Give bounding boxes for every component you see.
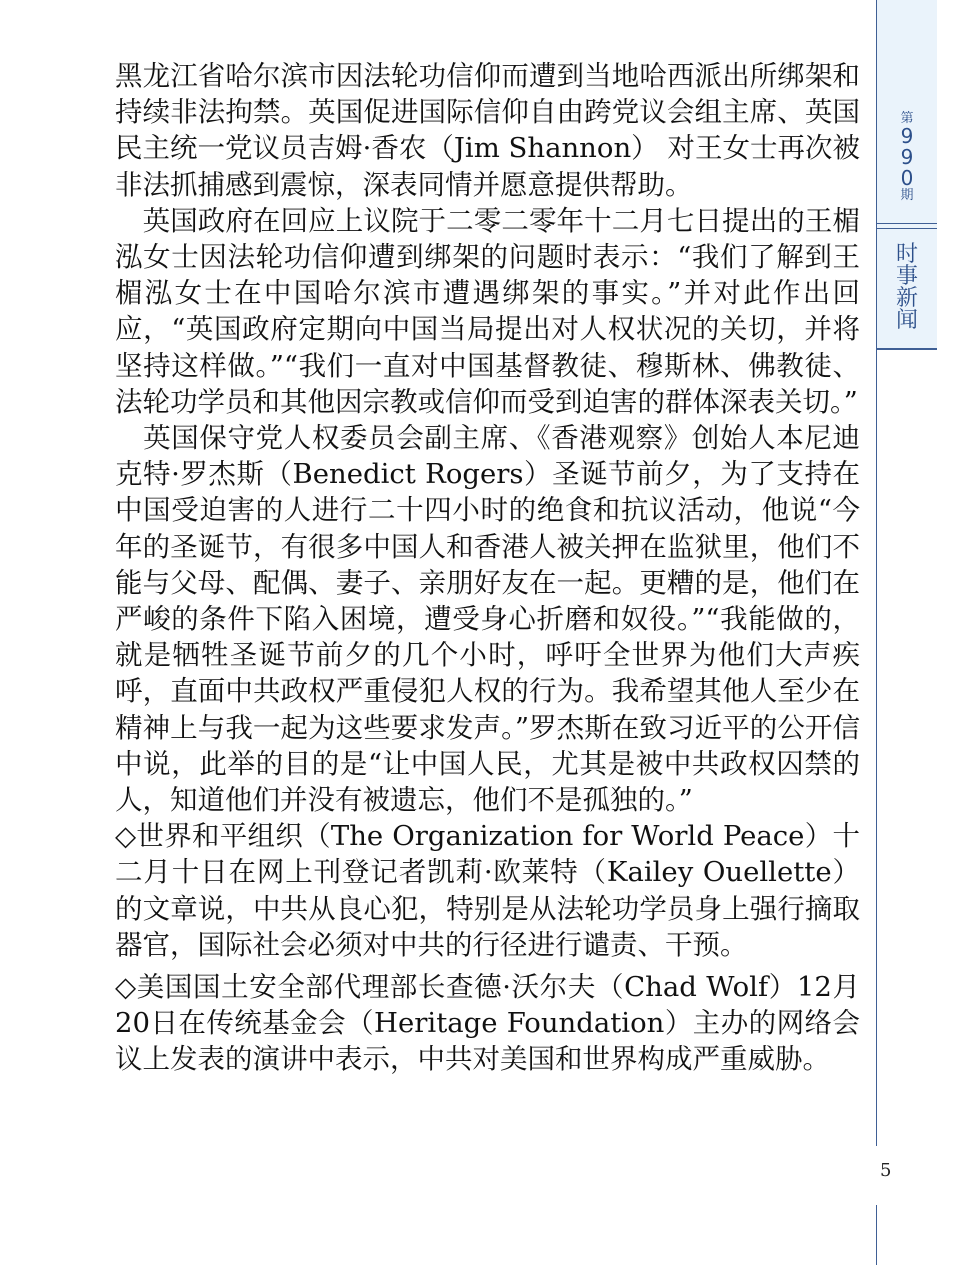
section-label [877, 244, 937, 332]
paragraph-3: 英国保守党人权委员会副主席、《香港观察》创始人本尼迪克特·罗杰斯（Benedict Rogers）圣诞节前夕，为了支持在中国受迫害的人进行二十四小时的绝食和抗议活动，他说“今年的圣诞节，有很多中国人和香港人被关押在监狱里，他们不能与父母、配偶、妻子、亲朋好友在一起。更糟的是，他们在严峻的条件下陷入困境，遭受身心折磨和奴役。”“我能做的，就是牺牲圣诞节前夕的几个小时，呼吁全世界为他们大声疾呼，直面中共政权严重侵犯人权的行为。我希望其他人至少在精神上与我一起为这些要求发声。”罗杰斯在致习近平的公开信中说，此举的目的是“让中国人民，尤其是被中共政权囚禁的人，知道他们并没有被遗忘，他们不是孤独的。” [115, 422, 860, 817]
section-char: 事 [895, 264, 918, 289]
margin-rule [876, 1205, 877, 1265]
issue-suffix: 期 [900, 188, 914, 203]
paragraph-1: 黑龙江省哈尔滨市因法轮功信仰而遭到当地哈西派出所绑架和持续非法拘禁。英国促进国际信仰自由跨党议会组主席、英国民主统一党议员吉姆·香农（Jim Shannon） 对王女士再次被非法抓捕感到震惊，深表同情并愿意提供帮助。 [115, 60, 860, 201]
sidebar-divider [877, 228, 937, 229]
issue-digit: 9 [900, 145, 914, 169]
paragraph-5: ◇美国国土安全部代理部长查德·沃尔夫（Chad Wolf）12月20日在传统基金会（Heritage Foundation）主办的网络会议上发表的演讲中表示，中共对美国和世界构成严重威胁。 [115, 971, 860, 1076]
issue-digit: 0 [900, 166, 914, 190]
page-number: 5 [880, 1160, 892, 1181]
sidebar-divider [877, 223, 937, 224]
paragraph-2: 英国政府在回应上议院于二零二零年十二月七日提出的王楣泓女士因法轮功信仰遭到绑架的问题时表示：“我们了解到王楣泓女士在中国哈尔滨市遭遇绑架的事实。”并对此作出回应，“英国政府定期向中国当局提出对人权状况的关切，并将坚持这样做。”“我们一直对中国基督教徒、穆斯林、佛教徒、法轮功学员和其他因宗教或信仰而受到迫害的群体深表关切。” [115, 204, 860, 418]
issue-digit: 9 [900, 124, 914, 148]
article-body [115, 58, 860, 1078]
section-char: 闻 [895, 308, 918, 333]
margin-rule [876, 348, 877, 1146]
issue-number [877, 112, 937, 202]
section-char: 新 [895, 286, 918, 311]
sidebar-tab [876, 0, 937, 350]
paragraph-4: ◇世界和平组织（The Organization for World Peace）十二月十日在网上刊登记者凯莉·欧莱特（Kailey Ouellette）的文章说，中共从良心犯，特别是从法轮功学员身上强行摘取器官，国际社会必须对中共的行径进行谴责、干预。 [115, 820, 860, 961]
section-char: 时 [895, 242, 918, 267]
issue-prefix: 第 [900, 111, 914, 126]
